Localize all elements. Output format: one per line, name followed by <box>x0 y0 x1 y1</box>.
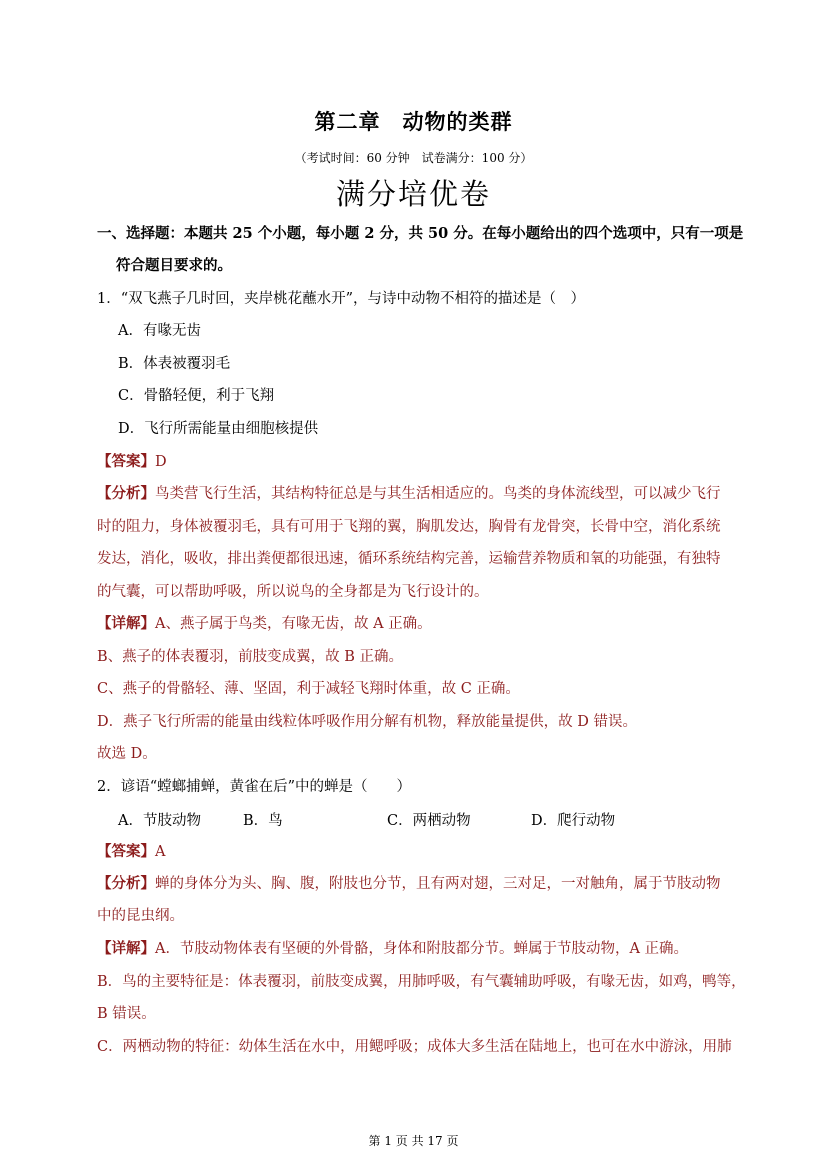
section-heading-line2: 符合题目要求的。 <box>116 257 232 274</box>
answer-tag: 【答案】 <box>97 453 155 470</box>
q2-option-a: A．节肢动物 <box>118 813 201 829</box>
q1-analysis-line3: 发达，消化，吸收，排出粪便都很迅速，循环系统结构完善，运输营养物质和氧的功能强，有独特 <box>97 551 721 567</box>
q1-detail-line2: B、燕子的体表覆羽，前肢变成翼，故 B 正确。 <box>97 649 404 665</box>
q2-detail-line3: B 错误。 <box>97 1006 156 1022</box>
q2-detail-line1 <box>97 939 688 959</box>
q1-analysis-line4: 的气囊，可以帮助呼吸，所以说鸟的全身都是为飞行设计的。 <box>97 584 489 600</box>
q1-analysis-line1 <box>97 484 721 504</box>
detail-text: A、燕子属于鸟类，有喙无齿，故 A 正确。 <box>155 616 432 632</box>
q2-option-b: B．鸟 <box>243 813 283 829</box>
analysis-text: 蝉的身体分为头、胸、腹，附肢也分节，且有两对翅，三对足，一对触角，属于节肢动物 <box>155 876 721 892</box>
detail-text: A．节肢动物体表有坚硬的外骨骼，身体和附肢都分节。蝉属于节肢动物，A 正确。 <box>155 941 689 957</box>
q2-analysis-line1 <box>97 874 721 894</box>
q2-detail-line2: B．鸟的主要特征是：体表覆羽，前肢变成翼，用肺呼吸，有气囊辅助呼吸，有喙无齿，如鸡，鸭等， <box>97 974 746 990</box>
q2-analysis-line2: 中的昆虫纲。 <box>97 908 184 924</box>
detail-tag: 【详解】 <box>97 940 155 957</box>
section-heading-line1: 一、选择题：本题共 25 个小题，每小题 2 分，共 50 分。在每小题给出的四个选项中，只有一项是 <box>97 225 744 242</box>
q1-detail-line4: D．燕子飞行所需的能量由线粒体呼吸作用分解有机物，释放能量提供，故 D 错误。 <box>97 714 637 730</box>
page-title: 第二章 动物的类群 <box>314 109 513 134</box>
q1-answer <box>97 452 167 472</box>
exam-info: （考试时间：60 分钟 试卷满分：100 分） <box>294 151 533 165</box>
banner-title: 满分培优卷 <box>335 177 491 211</box>
q1-analysis-line2: 时的阻力，身体被覆羽毛，具有可用于飞翔的翼，胸肌发达，胸骨有龙骨突，长骨中空，消化系统 <box>97 519 721 535</box>
analysis-tag: 【分析】 <box>97 875 155 892</box>
question-1-stem: 1．“双飞燕子几时回，夹岸桃花蘸水开”，与诗中动物不相符的描述是（ ） <box>97 291 586 307</box>
detail-tag: 【详解】 <box>97 615 155 632</box>
q1-option-b: B．体表被覆羽毛 <box>118 356 231 372</box>
answer-value: A <box>155 844 166 860</box>
answer-value: D <box>155 454 167 470</box>
q1-detail-line1 <box>97 614 432 634</box>
q2-detail-line4: C．两栖动物的特征：幼体生活在水中，用鳃呼吸；成体大多生活在陆地上，也可在水中游泳，用肺 <box>97 1039 732 1055</box>
q2-answer <box>97 842 165 862</box>
q1-detail-line3: C、燕子的骨骼轻、薄、坚固，利于减轻飞翔时体重，故 C 正确。 <box>97 681 520 697</box>
page-footer: 第 1 页 共 17 页 <box>368 1134 459 1148</box>
q1-option-d: D．飞行所需能量由细胞核提供 <box>118 421 319 437</box>
q2-option-c: C．两栖动物 <box>387 813 471 829</box>
q2-option-d: D．爬行动物 <box>531 813 616 829</box>
answer-tag: 【答案】 <box>97 843 155 860</box>
question-2-stem: 2．谚语“螳螂捕蝉，黄雀在后”中的蝉是（ ） <box>97 779 412 795</box>
analysis-text: 鸟类营飞行生活，其结构特征总是与其生活相适应的。鸟类的身体流线型，可以减少飞行 <box>155 486 721 502</box>
q1-detail-line5: 故选 D。 <box>97 746 157 762</box>
analysis-tag: 【分析】 <box>97 485 155 502</box>
q1-option-c: C．骨骼轻便，利于飞翔 <box>118 388 275 404</box>
q1-option-a: A．有喙无齿 <box>118 323 201 339</box>
